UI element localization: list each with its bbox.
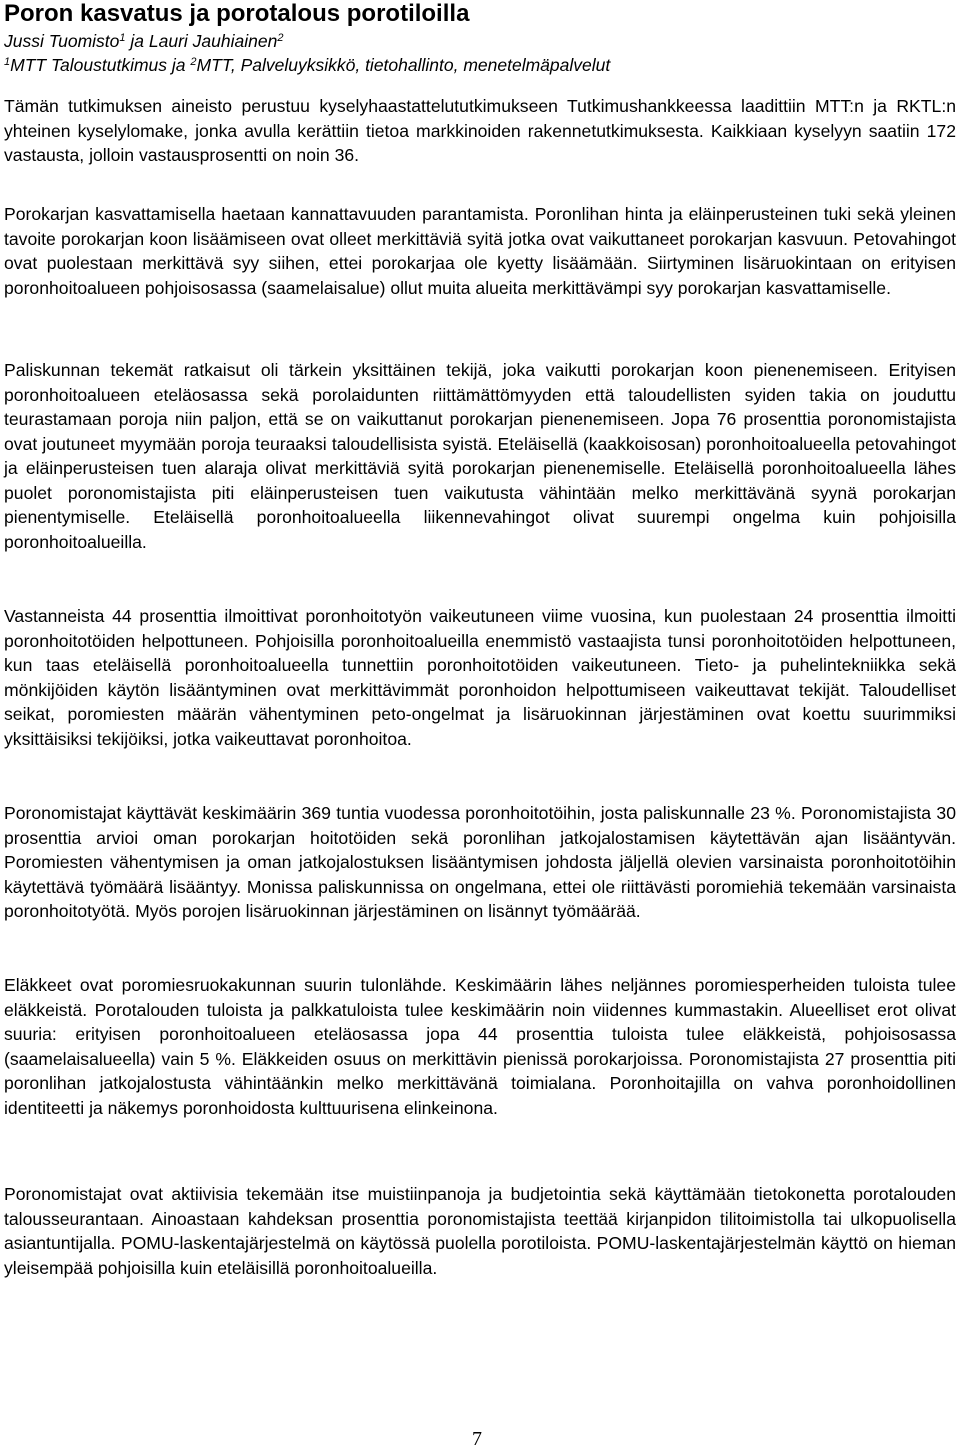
affiliation-2-superscript: 2 [190,56,197,68]
author-2-superscript: 2 [277,32,284,44]
page-number: 7 [472,1428,482,1450]
author-2: Lauri Jauhiainen [148,31,278,51]
paragraph-aineisto: Tämän tutkimuksen aineisto perustuu kyselyhaastattelututkimukseen Tutkimushankkeessa laadittiin MTT:n ja RKTL:n yhteinen kyselylomake, jonka avulla kerättiin tietoa markkinoiden rakennetutkimuksesta. Kaikkiaan kyselyyn saatiin 172 vastausta, jolloin vastausprosentti on noin 36. [4,96,956,165]
affiliation-1: MTT Taloustutkimus ja [10,55,191,75]
paragraph-talousseuranta: Poronomistajat ovat aktiivisia tekemään itse muistiinpanoja ja budjetointia sekä käyttämään tietokonetta porotalouden talousseurantaan. Ainoastaan kahdeksan prosenttia poronomistajista teettää kirjanpidon tilitoimistolla tai ulkopuolisella asiantuntijalla. POMU-laskentajärjestelmä on käytössä puolella porotiloista. POMU-laskentajärjestelmän käyttö on hieman yleisempää pohjoisilla kuin eteläisillä poronhoitoalueilla. [4,1184,956,1278]
document-title: Poron kasvatus ja porotalous porotiloilla [4,0,470,27]
affiliation-2: MTT, Palveluyksikkö, tietohallinto, menetelmäpalvelut [196,55,611,75]
paragraph-porokarjan-pieneneminen: Paliskunnan tekemät ratkaisut oli tärkein yksittäinen tekijä, joka vaikutti porokarjan koon pienenemiseen. Erityisen poronhoitoalueen eteläosassa sekä porolaidunten riittämättömyyden että taloudellisten syiden takia on jouduttu teurastamaan poroja niin paljon, että se on vaikuttanut porokarjan pienenemiseen. Jopa 76 prosenttia poronomistajista ovat joutuneet myymään poroja teuraaksi taloudellisista syistä. Eteläisellä (kaakkoisosan) poronhoitoalueella petovahingot ja eläinperusteisen tuen alaraja olivat merkittäviä syitä porokarjan pienenemiselle. Eteläisellä poronhoitoalueella lähes puolet poronomistajista piti eläinperusteisen tuen vaikutusta vähintään melko merkittävänä syynä porokarjan pienentymiselle. Eteläisellä poronhoitoalueella liikennevahingot olivat suurempi ongelma kuin pohjoisilla poronhoitoalueilla. [4,360,956,552]
affiliation-line [4,54,610,76]
author-line [4,30,283,52]
author-joiner: ja [125,31,149,51]
paragraph-tyomaara: Poronomistajat käyttävät keskimäärin 369 tuntia vuodessa poronhoitotöihin, josta paliskunnalle 23 %. Poronomistajista 30 prosenttia arvioi oman porokarjan hoitotöiden sekä poronlihan jatkojalostamisen käytettävän ajan lisääntyvän. Poromiesten vähentymisen ja oman jatkojalostuksen lisääntymisen johdosta jäljellä olevien varsinaista poronhoitotöihin käytettävä työmäärä lisääntyy. Monissa paliskunnissa on ongelmana, ettei ole riittävästi poromiehiä tekemään varsinaista poronhoitotyötä. Myös porojen lisäruokinnan järjestäminen on lisännyt työmäärää. [4,803,956,921]
author-1-superscript: 1 [119,32,126,44]
paragraph-poronhoitotyo: Vastanneista 44 prosenttia ilmoittivat poronhoitotyön vaikeutuneen viime vuosina, kun puolestaan 24 prosenttia ilmoitti poronhoitotöiden helpottuneen. Pohjoisilla poronhoitoalueilla enemmistö vastaajista tunsi poronhoitotöiden helpottuneen, kun taas eteläisellä poronhoitoalueella tunnettiin poronhoitotöiden vaikeutuneen. Tieto- ja puhelintekniikka sekä mönkijöiden käytön lisääntyminen ovat merkittävimmät poronhoidon helpottumiseen vaikeuttavat tekijät. Taloudelliset seikat, poromiesten määrän vähentyminen peto-ongelmat ja lisäruokinnan järjestäminen ovat koettu suurimmiksi yksittäisiksi tekijöiksi, jotka vaikeuttavat poronhoitoa. [4,606,956,749]
author-1: Jussi Tuomisto [4,31,120,51]
paragraph-tulonlahteet: Eläkkeet ovat poromiesruokakunnan suurin tulonlähde. Keskimäärin lähes neljännes poromiesperheiden tuloista tulee eläkkeistä. Porotalouden tuloista ja palkkatuloista tulee keskimäärin noin viidennes kummastakin. Alueelliset erot olivat suuria: erityisen poronhoitoalueen eteläosassa jopa 44 prosenttia tuloista tulee eläkkeistä, pohjoisosassa (saamelaisalueella) vain 5 %. Eläkkeiden osuus on merkittävin pienissä porokarjoissa. Poronomistajista 27 prosenttia piti poronlihan jatkojalostusta vähintäänkin melko merkittävänä toimialana. Poronhoitajilla on vahva poronhoidollinen identiteetti ja näkemys poronhoidosta kulttuurisena elinkeinona. [4,975,956,1118]
affiliation-1-superscript: 1 [4,56,11,68]
paragraph-porokarjan-kasvu: Porokarjan kasvattamisella haetaan kannattavuuden parantamista. Poronlihan hinta ja eläinperusteinen tuki sekä yleinen tavoite porokarjan koon lisäämiseen ovat olleet merkittäviä syitä jotka ovat vaikuttaneet porokarjan kasvuun. Petovahingot ovat puolestaan merkittävä syy siihen, ettei porokarjaa ole kyetty lisäämään. Siirtyminen lisäruokintaan on erityisen poronhoitoalueen pohjoisosassa (saamelaisalue) ollut muita alueita merkittävämpi syy porokarjan kasvattamiselle. [4,204,956,298]
